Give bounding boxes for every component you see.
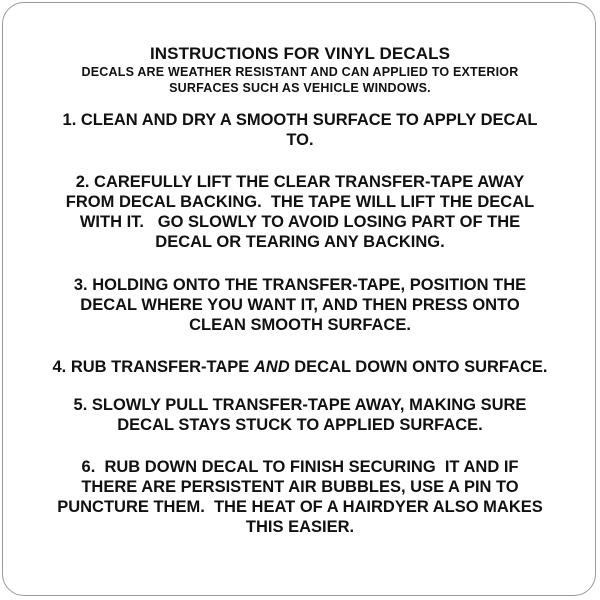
document-title: INSTRUCTIONS FOR VINYL DECALS [149,44,451,63]
step-line: DECAL STAYS STUCK TO APPLIED SURFACE. [117,416,483,434]
step-3 [0,275,600,335]
step-4 [0,357,600,377]
subtitle-line: DECALS ARE WEATHER RESISTANT AND CAN APPLIED TO EXTERIOR [81,65,519,79]
step-line: WITH IT. GO SLOWLY TO AVOID LOSING PART OF THE [79,213,521,231]
instructions-content [0,44,600,537]
step-line: 5. SLOWLY PULL TRANSFER-TAPE AWAY, MAKING SURE [73,396,527,414]
step-line: 1. CLEAN AND DRY A SMOOTH SURFACE TO APPLY DECAL [62,111,538,129]
subtitle-line: SURFACES SUCH AS VEHICLE WINDOWS. [169,81,431,95]
step-1 [0,110,600,150]
step-line: CLEAN SMOOTH SURFACE. [189,316,411,334]
step-line: DECAL OR TEARING ANY BACKING. [155,233,445,251]
step-2 [0,172,600,252]
step-line: PUNCTURE THEM. THE HEAT OF A HAIRDYER ALSO MAKES [57,498,543,516]
step-line: 2. CAREFULLY LIFT THE CLEAR TRANSFER-TAPE AWAY [75,173,525,191]
step-line: DECAL WHERE YOU WANT IT, AND THEN PRESS ONTO [80,296,520,314]
step-line: TO. [286,131,314,149]
document-subtitle [0,64,600,96]
step-line: THERE ARE PERSISTENT AIR BUBBLES, USE A PIN TO [81,478,519,496]
step-line: 6. RUB DOWN DECAL TO FINISH SECURING IT AND IF [81,458,519,476]
step-emphasis: AND [253,358,290,376]
step-line: THIS EASIER. [245,518,355,536]
step-5 [0,395,600,435]
step-line: FROM DECAL BACKING. THE TAPE WILL LIFT THE DECAL [65,193,535,211]
step-text: DECAL DOWN ONTO SURFACE. [289,358,548,376]
step-line: 3. HOLDING ONTO THE TRANSFER-TAPE, POSITION THE [73,276,527,294]
step-text: 4. RUB TRANSFER-TAPE [52,358,254,376]
step-6 [0,457,600,537]
